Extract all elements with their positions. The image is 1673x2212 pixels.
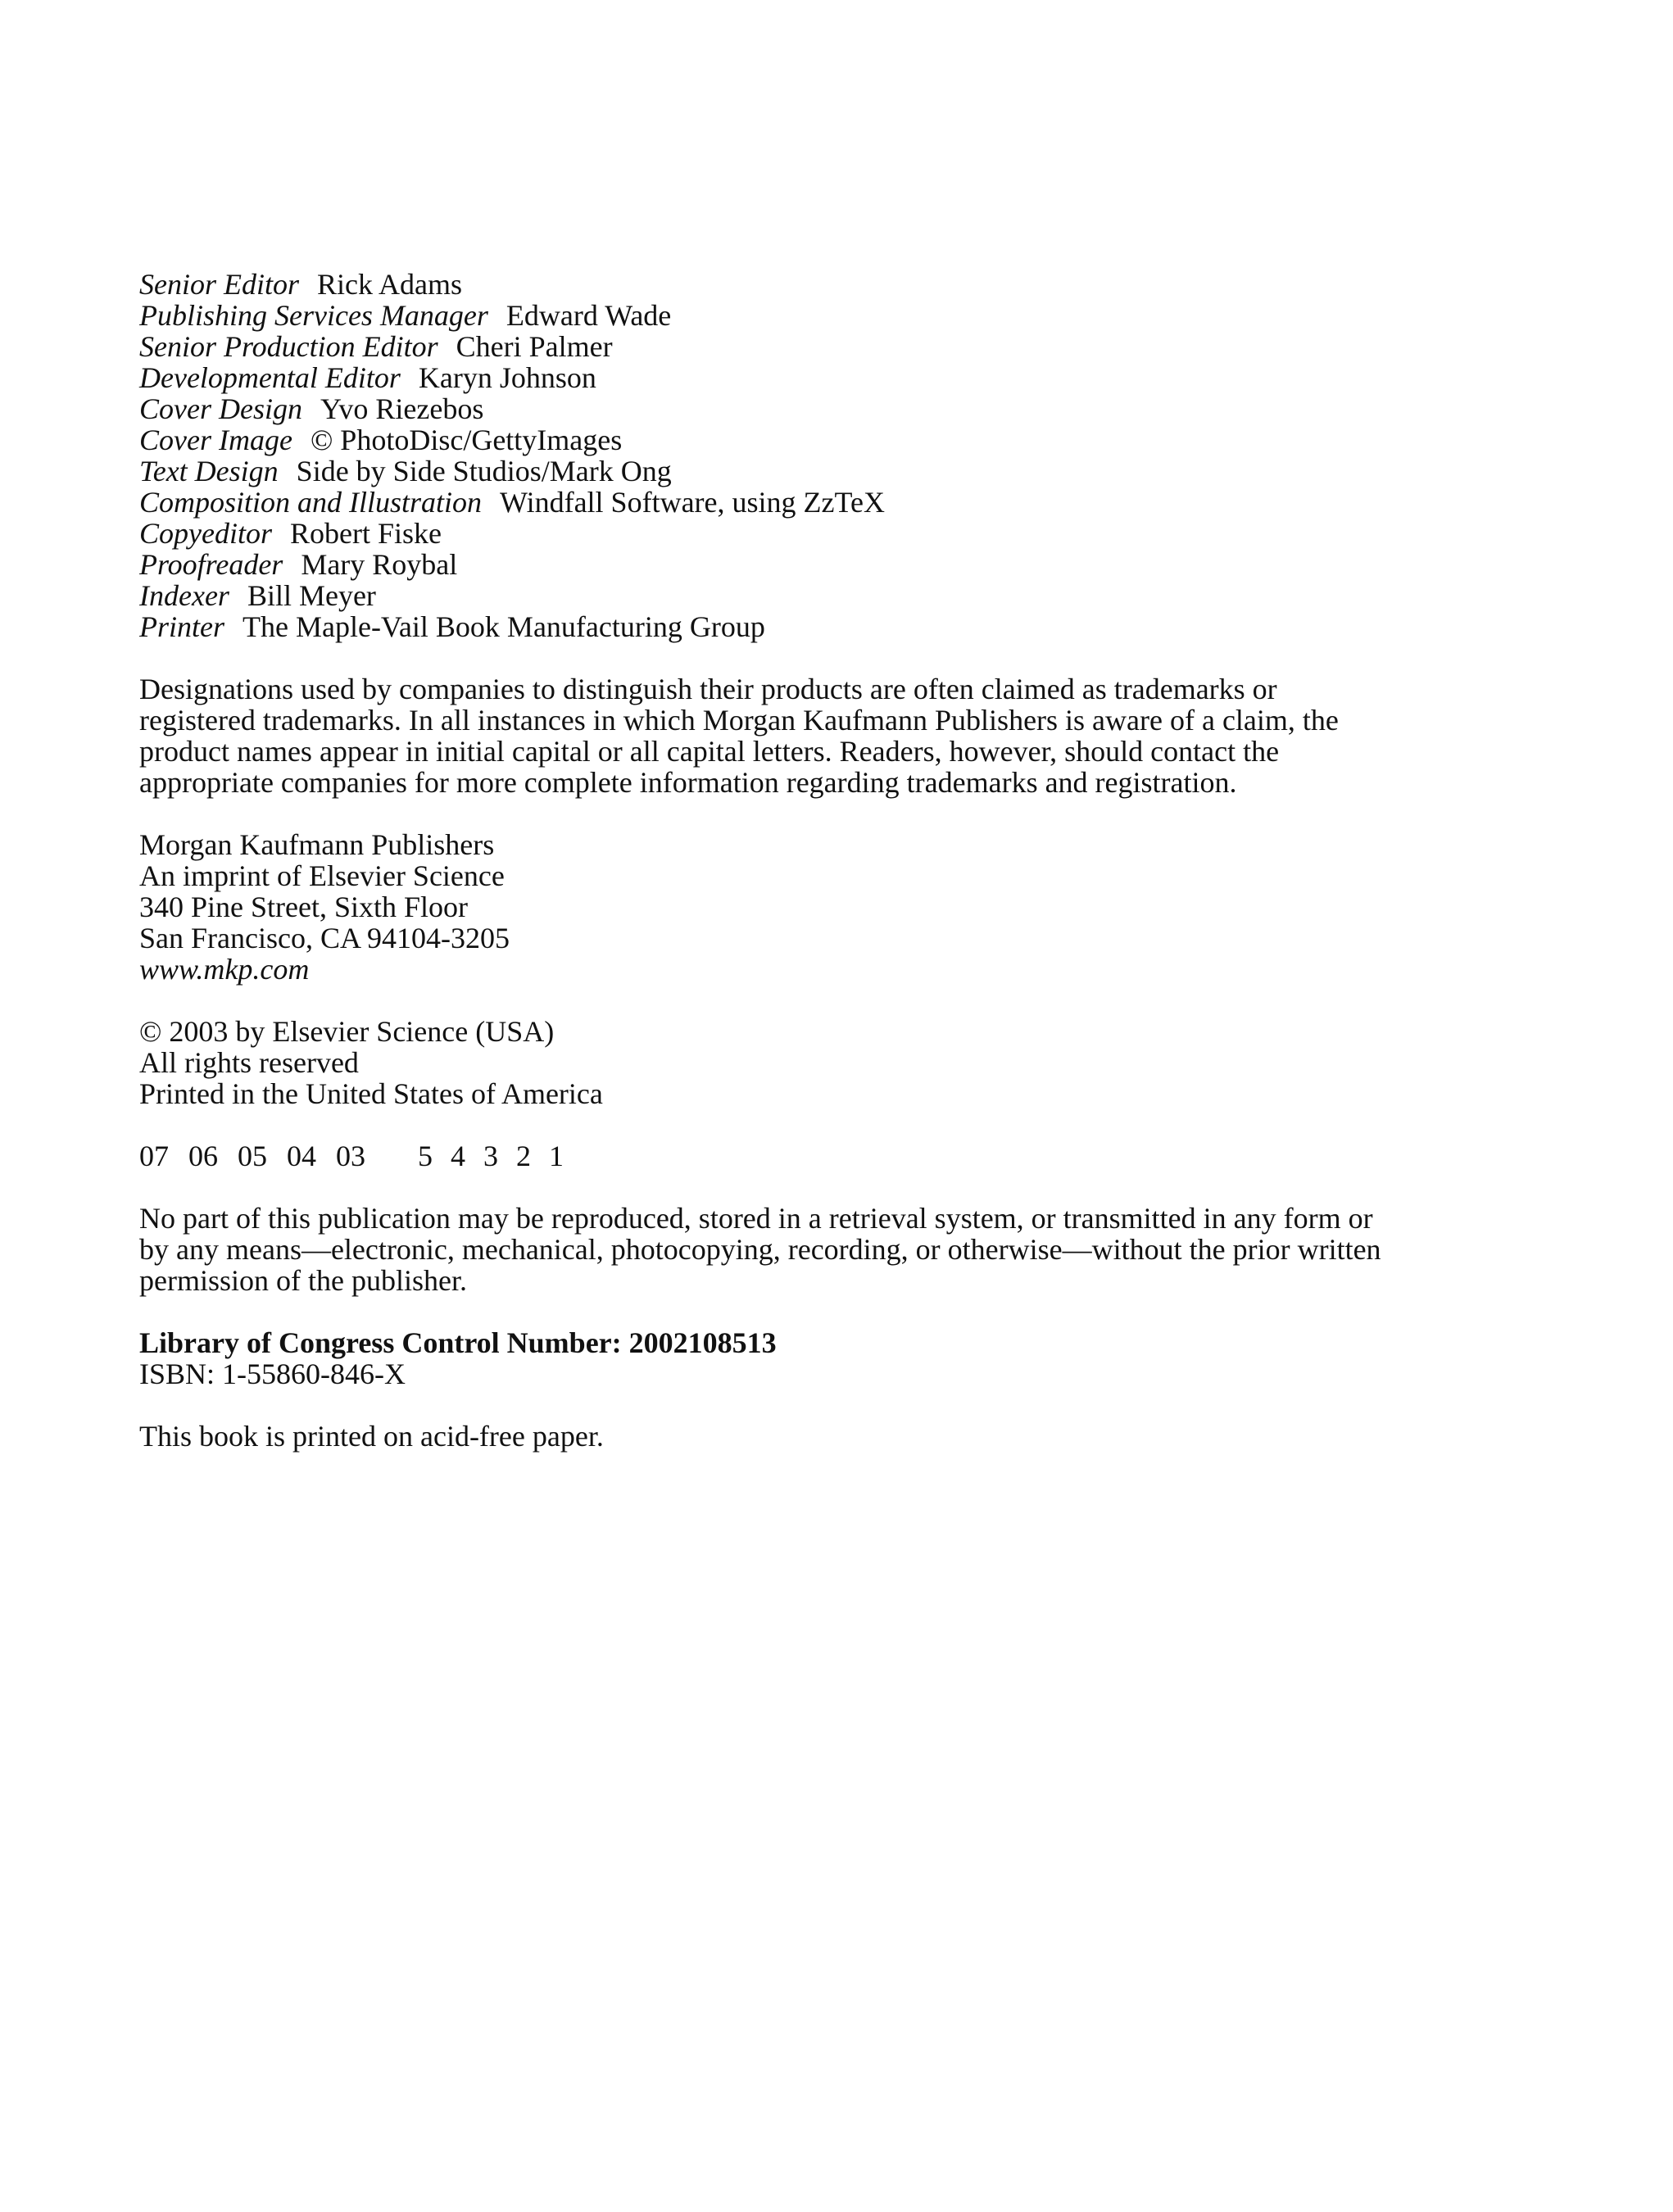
publisher-website: www.mkp.com bbox=[139, 953, 310, 986]
printing-year: 07 bbox=[139, 1140, 169, 1172]
lccn: Library of Congress Control Number: 2002108513 bbox=[139, 1326, 777, 1359]
credit-name: Cheri Palmer bbox=[456, 330, 613, 363]
publisher-name: Morgan Kaufmann Publishers bbox=[139, 828, 495, 861]
credit-name: Yvo Riezebos bbox=[320, 392, 484, 425]
credit-role: Senior Production Editor bbox=[139, 330, 438, 363]
credit-name: © PhotoDisc/GettyImages bbox=[310, 424, 623, 456]
credit-row bbox=[139, 331, 1532, 362]
credit-name: Edward Wade bbox=[506, 299, 672, 332]
credit-row bbox=[139, 549, 1532, 580]
copyright-page bbox=[139, 269, 1532, 1452]
credit-role: Senior Editor bbox=[139, 268, 299, 301]
printing-year: 03 bbox=[336, 1140, 365, 1172]
credit-name: Robert Fiske bbox=[289, 517, 442, 550]
catalog-info bbox=[139, 1327, 1532, 1389]
credit-role: Composition and Illustration bbox=[139, 486, 483, 519]
printing-impression: 4 bbox=[451, 1140, 465, 1172]
printed-in: Printed in the United States of America bbox=[139, 1077, 603, 1110]
credit-row bbox=[139, 456, 1532, 487]
trademark-line: Designations used by companies to distinguish their products are often claimed as trademarks or bbox=[139, 673, 1277, 705]
credit-name: The Maple-Vail Book Manufacturing Group bbox=[243, 610, 765, 643]
credit-row bbox=[139, 362, 1532, 393]
publisher-street: 340 Pine Street, Sixth Floor bbox=[139, 891, 469, 923]
credit-role: Publishing Services Manager bbox=[139, 299, 488, 332]
publisher-address bbox=[139, 829, 1532, 985]
credits-list bbox=[139, 269, 1532, 642]
credit-role: Cover Design bbox=[139, 392, 302, 425]
credit-row bbox=[139, 487, 1532, 518]
credit-row bbox=[139, 611, 1532, 642]
credit-role: Cover Image bbox=[139, 424, 292, 456]
printing-year: 06 bbox=[188, 1140, 218, 1172]
reproduction-notice bbox=[139, 1203, 1532, 1296]
printing-impression: 3 bbox=[483, 1140, 498, 1172]
isbn: ISBN: 1-55860-846-X bbox=[139, 1358, 406, 1390]
credit-row bbox=[139, 580, 1532, 611]
rights-reserved: All rights reserved bbox=[139, 1046, 359, 1079]
printing-line bbox=[139, 1140, 1532, 1172]
credit-role: Text Design bbox=[139, 455, 279, 487]
printing-impression: 1 bbox=[549, 1140, 564, 1172]
credit-role: Printer bbox=[139, 610, 224, 643]
printing-year: 05 bbox=[238, 1140, 267, 1172]
publisher-imprint: An imprint of Elsevier Science bbox=[139, 859, 505, 892]
reproduction-line: by any means—electronic, mechanical, photocopying, recording, or otherwise—without the prior written bbox=[139, 1233, 1381, 1266]
credit-name: Rick Adams bbox=[317, 268, 462, 301]
credit-row bbox=[139, 424, 1532, 456]
credit-row bbox=[139, 393, 1532, 424]
credit-role: Indexer bbox=[139, 579, 229, 612]
trademark-line: product names appear in initial capital or all capital letters. Readers, however, should contact the bbox=[139, 735, 1280, 768]
trademark-notice bbox=[139, 673, 1532, 798]
printing-impression: 5 bbox=[418, 1140, 433, 1172]
trademark-line: registered trademarks. In all instances in which Morgan Kaufmann Publishers is aware of a claim, the bbox=[139, 704, 1339, 737]
credit-name: Karyn Johnson bbox=[418, 361, 596, 394]
credit-name: Mary Roybal bbox=[301, 548, 458, 581]
publisher-city: San Francisco, CA 94104-3205 bbox=[139, 922, 510, 954]
credit-role: Proofreader bbox=[139, 548, 283, 581]
reproduction-line: permission of the publisher. bbox=[139, 1264, 467, 1297]
credit-name: Bill Meyer bbox=[247, 579, 376, 612]
credit-name: Side by Side Studios/Mark Ong bbox=[296, 455, 672, 487]
printing-impression: 2 bbox=[516, 1140, 531, 1172]
credit-row bbox=[139, 300, 1532, 331]
copyright-block bbox=[139, 1016, 1532, 1109]
trademark-line: appropriate companies for more complete information regarding trademarks and registration. bbox=[139, 766, 1237, 799]
reproduction-line: No part of this publication may be reproduced, stored in a retrieval system, or transmitted in any form or bbox=[139, 1202, 1373, 1235]
credit-name: Windfall Software, using ZzTeX bbox=[500, 486, 885, 519]
paper-note: This book is printed on acid-free paper. bbox=[139, 1420, 604, 1453]
credit-role: Developmental Editor bbox=[139, 361, 401, 394]
credit-role: Copyeditor bbox=[139, 517, 272, 550]
copyright-notice: © 2003 by Elsevier Science (USA) bbox=[139, 1015, 555, 1048]
credit-row bbox=[139, 269, 1532, 300]
paper-note-block bbox=[139, 1421, 1532, 1452]
credit-row bbox=[139, 518, 1532, 549]
printing-year: 04 bbox=[287, 1140, 316, 1172]
